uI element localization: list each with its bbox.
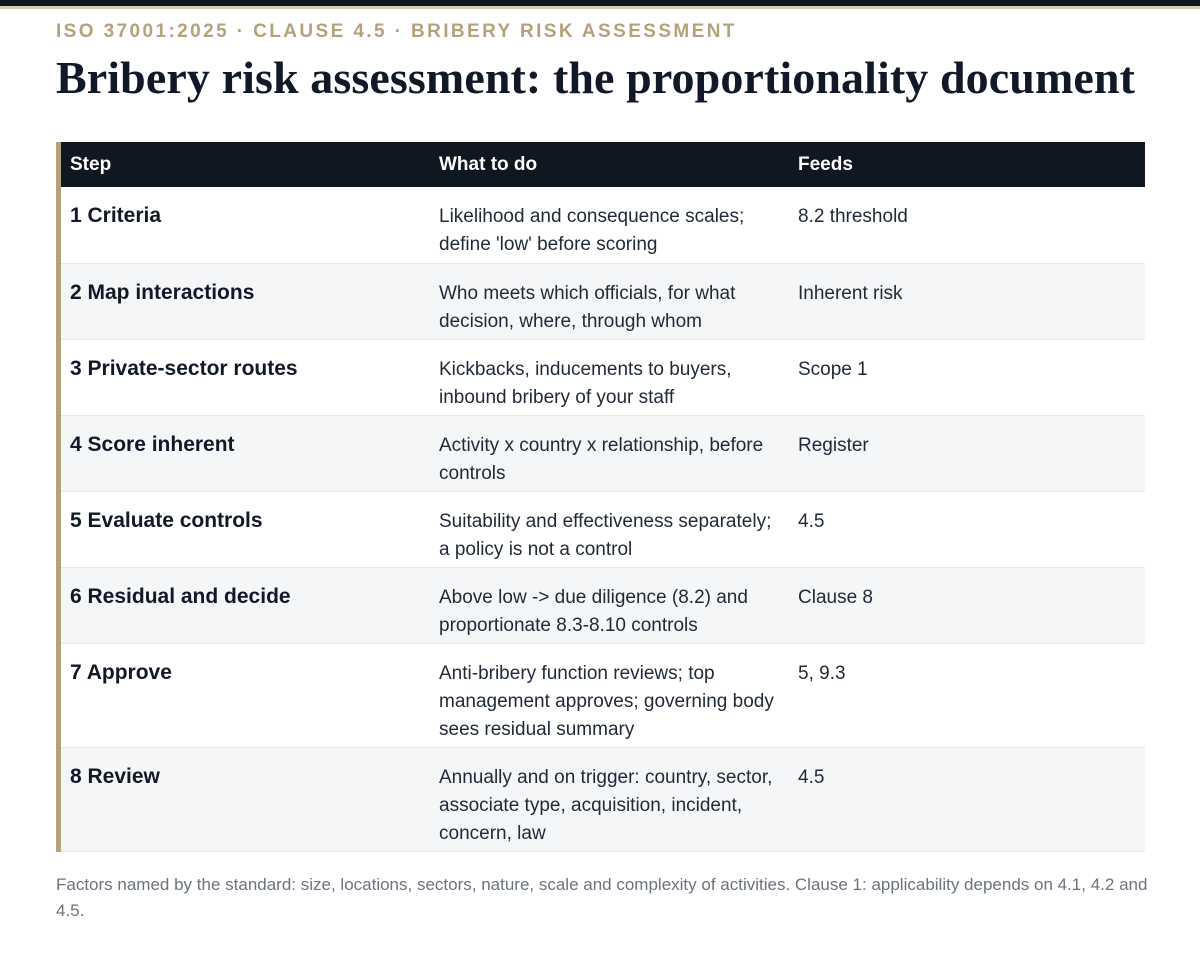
step-cell: 7 Approve xyxy=(70,660,172,684)
feeds-cell: 8.2 threshold xyxy=(798,206,908,227)
top-rule-accent xyxy=(0,6,1200,9)
table-row xyxy=(61,339,1145,415)
step-cell: 5 Evaluate controls xyxy=(70,508,263,532)
what-cell: Annually and on trigger: country, sector, associate type, acquisition, incident, concern, law xyxy=(439,766,773,844)
steps-table-container xyxy=(56,142,1145,852)
table-row xyxy=(61,747,1145,851)
table-row xyxy=(61,567,1145,643)
step-cell: 6 Residual and decide xyxy=(70,584,291,608)
feeds-cell: Inherent risk xyxy=(798,282,903,304)
what-cell: Anti-bribery function reviews; top management approves; governing body sees residual summary xyxy=(439,662,774,740)
feeds-cell: 4.5 xyxy=(798,766,825,788)
column-header-what: What to do xyxy=(439,153,538,175)
table-row xyxy=(61,263,1145,339)
feeds-cell: 4.5 xyxy=(798,510,825,532)
eyebrow-label: ISO 37001:2025 · CLAUSE 4.5 · BRIBERY RISK ASSESSMENT xyxy=(56,21,737,42)
column-header-step: Step xyxy=(70,153,112,175)
steps-table xyxy=(61,142,1145,852)
table-header-row xyxy=(61,142,1145,187)
feeds-cell: Clause 8 xyxy=(798,586,873,608)
feeds-cell: Scope 1 xyxy=(798,358,868,380)
step-cell: 8 Review xyxy=(70,764,160,788)
table-row xyxy=(61,643,1145,747)
step-cell: 4 Score inherent xyxy=(70,432,235,456)
table-row xyxy=(61,491,1145,567)
footnote: Factors named by the standard: size, locations, sectors, nature, scale and complexity of activities. Clause 1: applicability depends on 4.1, 4.2 and 4.5. xyxy=(56,875,1148,920)
step-cell: 1 Criteria xyxy=(70,204,162,227)
what-cell: Activity x country x relationship, before controls xyxy=(439,434,764,484)
column-header-feeds: Feeds xyxy=(798,153,853,175)
table-row xyxy=(61,415,1145,491)
feeds-cell: 5, 9.3 xyxy=(798,662,846,684)
what-cell: Above low -> due diligence (8.2) and proportionate 8.3-8.10 controls xyxy=(439,586,748,636)
page-title: Bribery risk assessment: the proportionality document xyxy=(56,52,1136,103)
what-cell: Suitability and effectiveness separately; a policy is not a control xyxy=(439,510,772,560)
what-cell: Kickbacks, inducements to buyers, inbound bribery of your staff xyxy=(439,358,732,408)
feeds-cell: Register xyxy=(798,434,869,456)
step-cell: 3 Private-sector routes xyxy=(70,356,298,380)
step-cell: 2 Map interactions xyxy=(70,280,255,304)
what-cell: Likelihood and consequence scales; define 'low' before scoring xyxy=(439,206,745,255)
table-row xyxy=(61,187,1145,263)
what-cell: Who meets which officials, for what decision, where, through whom xyxy=(439,282,736,332)
